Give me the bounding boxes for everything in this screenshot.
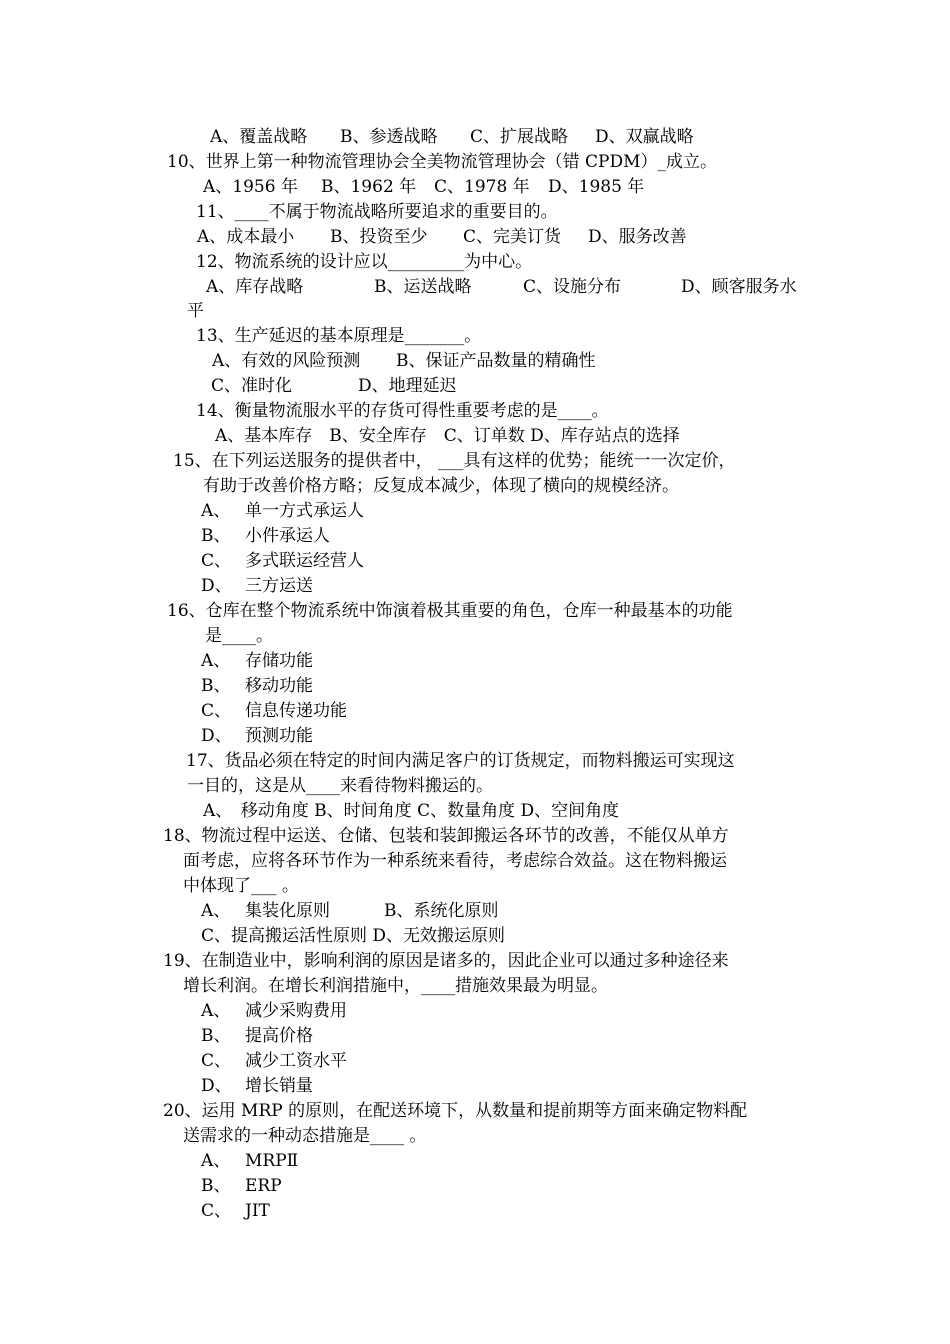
option-a: A、覆盖战略: [210, 127, 308, 147]
q20-option-c: [201, 1199, 270, 1223]
option-c: C、完美订货: [463, 227, 562, 247]
option-c: C、1978 年: [434, 177, 530, 197]
option-b: B、保证产品数量的精确性: [396, 351, 596, 371]
option-label: B、: [201, 676, 231, 696]
option-text: 存储功能: [245, 651, 313, 671]
q16-option-a: [201, 649, 313, 673]
option-b: B、投资至少: [330, 227, 428, 247]
option-text: 三方运送: [245, 576, 313, 596]
option-label: B、: [201, 526, 231, 546]
question-20: 20、运用 MRP 的原则，在配送环境下，从数量和提前期等方面来确定物料配: [163, 1101, 748, 1121]
q9-options: [210, 125, 694, 149]
option-label: A、: [201, 1151, 231, 1171]
q15-option-a: [201, 499, 364, 523]
question-16-continued: 是____。: [205, 626, 273, 646]
question-16: 16、仓库在整个物流系统中饰演着极其重要的角色，仓库一种最基本的功能: [167, 601, 733, 621]
option-text: 减少工资水平: [245, 1051, 347, 1071]
q18-options-ab: [201, 899, 499, 923]
option-d: D、地理延迟: [358, 376, 457, 396]
q11-options: [197, 225, 687, 249]
q19-option-a: [201, 999, 347, 1023]
q15-option-b: [201, 524, 330, 548]
question-12: 12、物流系统的设计应以_________为中心。: [196, 252, 533, 272]
option-c: C、扩展战略: [470, 127, 569, 147]
q19-option-b: [201, 1024, 313, 1048]
option-text: 单一方式承运人: [245, 501, 364, 521]
q15-option-d: [201, 574, 313, 598]
q16-option-b: [201, 674, 313, 698]
option-label: C、: [201, 701, 232, 721]
option-text: 信息传递功能: [245, 701, 347, 721]
option-text: 预测功能: [245, 726, 313, 746]
option-text: 增长销量: [245, 1076, 313, 1096]
option-label: D、: [201, 576, 232, 596]
question-11: 11、____不属于物流战略所要追求的重要目的。: [196, 202, 558, 222]
q12-option-d-continued: 平: [187, 301, 204, 321]
option-label: A、: [201, 1001, 231, 1021]
q18-options-cd: C、提高搬运活性原则 D、无效搬运原则: [201, 926, 506, 946]
option-label: B、: [201, 1026, 231, 1046]
question-17-continued: 一目的，这是从____来看待物料搬运的。: [187, 776, 493, 796]
option-b: B、参透战略: [340, 127, 438, 147]
option-d: D、服务改善: [588, 227, 687, 247]
option-text: 移动功能: [245, 676, 313, 696]
option-label: D、: [201, 726, 232, 746]
option-label: C、: [201, 1051, 232, 1071]
q19-option-d: [201, 1074, 313, 1098]
option-label: A、: [201, 501, 231, 521]
option-text: 多式联运经营人: [245, 551, 364, 571]
option-text: 减少采购费用: [245, 1001, 347, 1021]
option-label: A、: [201, 901, 231, 921]
q20-option-b: [201, 1174, 282, 1198]
option-label: C、: [201, 551, 232, 571]
q12-options: [206, 275, 797, 299]
question-14: 14、衡量物流服水平的存货可得性重要考虑的是____。: [196, 401, 609, 421]
question-18-continued-2: 中体现了___ 。: [183, 876, 299, 896]
question-19: 19、在制造业中，影响利润的原因是诸多的，因此企业可以通过多种途径来: [163, 951, 729, 971]
option-label: B、: [201, 1176, 231, 1196]
question-18: 18、物流过程中运送、仓储、包装和装卸搬运各环节的改善，不能仅从单方: [163, 826, 729, 846]
option-b: B、运送战略: [374, 277, 472, 297]
option-label: D、: [201, 1076, 232, 1096]
question-20-continued: 送需求的一种动态措施是____ 。: [183, 1126, 427, 1146]
option-text: 提高价格: [245, 1026, 313, 1046]
option-c: C、设施分布: [523, 277, 622, 297]
option-c: C、准时化: [211, 376, 293, 396]
option-d: D、顾客服务水: [681, 277, 797, 297]
option-text: 小件承运人: [245, 526, 330, 546]
option-label: A、: [201, 651, 231, 671]
option-b: B、1962 年: [321, 177, 417, 197]
option-b: B、系统化原则: [384, 901, 499, 921]
q17-options: A、 移动角度 B、时间角度 C、数量角度 D、空间角度: [203, 801, 620, 821]
option-text: ERP: [245, 1176, 282, 1196]
q16-option-c: [201, 699, 347, 723]
option-text: JIT: [245, 1201, 270, 1221]
question-15-continued: 有助于改善价格方略；反复成本减少，体现了横向的规模经济。: [203, 476, 679, 496]
q20-option-a: [201, 1149, 298, 1173]
question-19-continued: 增长利润。在增长利润措施中，____措施效果最为明显。: [183, 976, 608, 996]
question-13: 13、生产延迟的基本原理是_______。: [196, 326, 482, 346]
q14-options: A、基本库存 B、安全库存 C、订单数 D、库存站点的选择: [215, 426, 680, 446]
q10-options: [203, 175, 644, 199]
question-10: 10、世界上第一种物流管理协会全美物流管理协会（错 CPDM）_成立。: [167, 152, 718, 172]
q13-options-cd: [211, 374, 457, 398]
option-d: D、1985 年: [548, 177, 645, 197]
q15-option-c: [201, 549, 364, 573]
question-15: 15、在下列运送服务的提供者中， ___具有这样的优势；能统一一次定价，: [173, 451, 736, 471]
question-17: 17、货品必须在特定的时间内满足客户的订货规定，而物料搬运可实现这: [186, 751, 735, 771]
option-a: A、库存战略: [206, 277, 304, 297]
option-label: C、: [201, 1201, 232, 1221]
q16-option-d: [201, 724, 313, 748]
option-a: A、有效的风险预测: [212, 351, 361, 371]
question-18-continued-1: 面考虑，应将各环节作为一种系统来看待，考虑综合效益。这在物料搬运: [183, 851, 727, 871]
option-text: MRPⅡ: [245, 1151, 299, 1171]
q13-options-ab: [212, 349, 596, 373]
option-d: D、双赢战略: [595, 127, 694, 147]
option-a: A、1956 年: [203, 177, 298, 197]
option-text: 集装化原则: [245, 901, 330, 921]
option-a: A、成本最小: [197, 227, 295, 247]
q19-option-c: [201, 1049, 347, 1073]
